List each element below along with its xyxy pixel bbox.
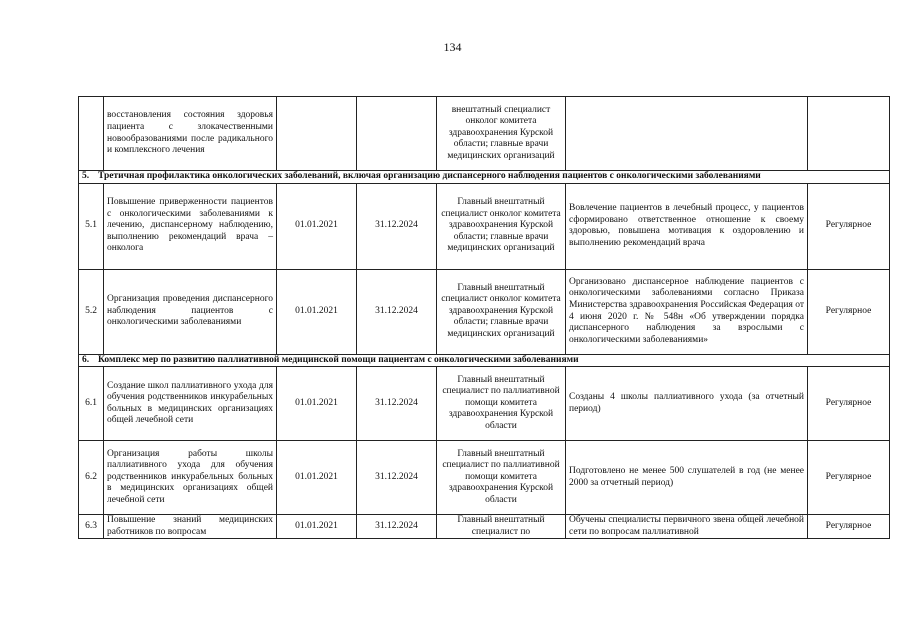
table-row [79,269,890,354]
end-date-cell: 31.12.2024 [357,269,437,354]
section-title-cell [79,171,890,184]
type-cell: Регулярное [808,367,890,441]
responsible-cell: Главный внештатный специалист по паллиативной помощи комитета здравоохранения Курской области [437,441,566,515]
type-cell: Регулярное [808,441,890,515]
responsible-cell: Главный внештатный специалист онколог комитета здравоохранения Курской области; главные врачи медицинских организаций [437,183,566,269]
section-header-row [79,354,890,367]
start-date-cell: 01.01.2021 [277,269,357,354]
section-title: Третичная профилактика онкологических заболеваний, включая организацию диспансерного наблюдения пациентов с онкологическими заболеваниями [98,171,761,181]
result-cell: Подготовлено не менее 500 слушателей в год (не менее 2000 за отчетный период) [566,441,808,515]
type-cell [808,97,890,171]
measure-name-cell: Организация работы школы паллиативного ухода для обучения родственников инкурабельных больных в медицинских организациях общей лечебной сети [104,441,277,515]
row-number-cell: 5.1 [79,183,104,269]
section-header-row [79,171,890,184]
end-date-cell: 31.12.2024 [357,367,437,441]
start-date-cell: 01.01.2021 [277,515,357,539]
measure-name-cell: Создание школ паллиативного ухода для обучения родственников инкурабельных больных в медицинских организациях общей лечебной сети [104,367,277,441]
table-row [79,367,890,441]
result-cell [566,97,808,171]
type-cell: Регулярное [808,269,890,354]
measure-name-cell: Организация проведения диспансерного наблюдения пациентов с онкологическими заболеваниями [104,269,277,354]
result-cell: Организовано диспансерное наблюдение пациентов с онкологическими заболеваниями согласно Приказа Министерства здравоохранения Российская Федерация от 4 июня 2020 г. № 548н «Об утверждении порядка диспансерного наблюдения за взрослыми с онкологическими заболеваниями» [566,269,808,354]
responsible-cell: внештатный специалист онколог комитета здравоохранения Курской области; главные врачи медицинских организаций [437,97,566,171]
table-row [79,515,890,539]
section-title: Комплекс мер по развитию паллиативной медицинской помощи пациентам с онкологическими заболеваниями [98,354,579,365]
measure-name-cell: Повышение знаний медицинских работников по вопросам [104,515,277,539]
responsible-cell: Главный внештатный специалист по [437,515,566,539]
start-date-cell: 01.01.2021 [277,367,357,441]
measure-name-cell: восстановления состояния здоровья пациента с злокачественными новообразованиями после радикального и комплексного лечения [104,97,277,171]
responsible-cell: Главный внештатный специалист по паллиативной помощи комитета здравоохранения Курской области [437,367,566,441]
row-number-cell: 6.2 [79,441,104,515]
result-cell: Вовлечение пациентов в лечебный процесс, у пациентов сформировано ответственное отношение к своему здоровью, повышена мотивация к оздоровлению и выполнению рекомендаций врача [566,183,808,269]
end-date-cell [357,97,437,171]
page-number: 134 [443,40,462,54]
start-date-cell: 01.01.2021 [277,183,357,269]
responsible-cell: Главный внештатный специалист онколог комитета здравоохранения Курской области; главные врачи медицинских организаций [437,269,566,354]
measure-name-cell: Повышение приверженности пациентов с онкологическими заболеваниями к лечению, диспансерному наблюдению, выполнению рекомендаций врача – онколога [104,183,277,269]
start-date-cell: 01.01.2021 [277,441,357,515]
result-cell: Созданы 4 школы паллиативного ухода (за отчетный период) [566,367,808,441]
row-number-cell: 6.1 [79,367,104,441]
plan-table [78,96,890,539]
row-number-cell: 6.3 [79,515,104,539]
end-date-cell: 31.12.2024 [357,183,437,269]
row-number-cell: 5.2 [79,269,104,354]
end-date-cell: 31.12.2024 [357,515,437,539]
section-number: 6. [82,354,90,365]
end-date-cell: 31.12.2024 [357,441,437,515]
section-number: 5. [82,171,90,181]
type-cell: Регулярное [808,183,890,269]
type-cell: Регулярное [808,515,890,539]
table-row-continued [79,97,890,171]
table-row [79,183,890,269]
section-title-cell [79,354,890,367]
result-cell: Обучены специалисты первичного звена общей лечебной сети по вопросам паллиативной [566,515,808,539]
table-row [79,441,890,515]
row-number-cell [79,97,104,171]
start-date-cell [277,97,357,171]
